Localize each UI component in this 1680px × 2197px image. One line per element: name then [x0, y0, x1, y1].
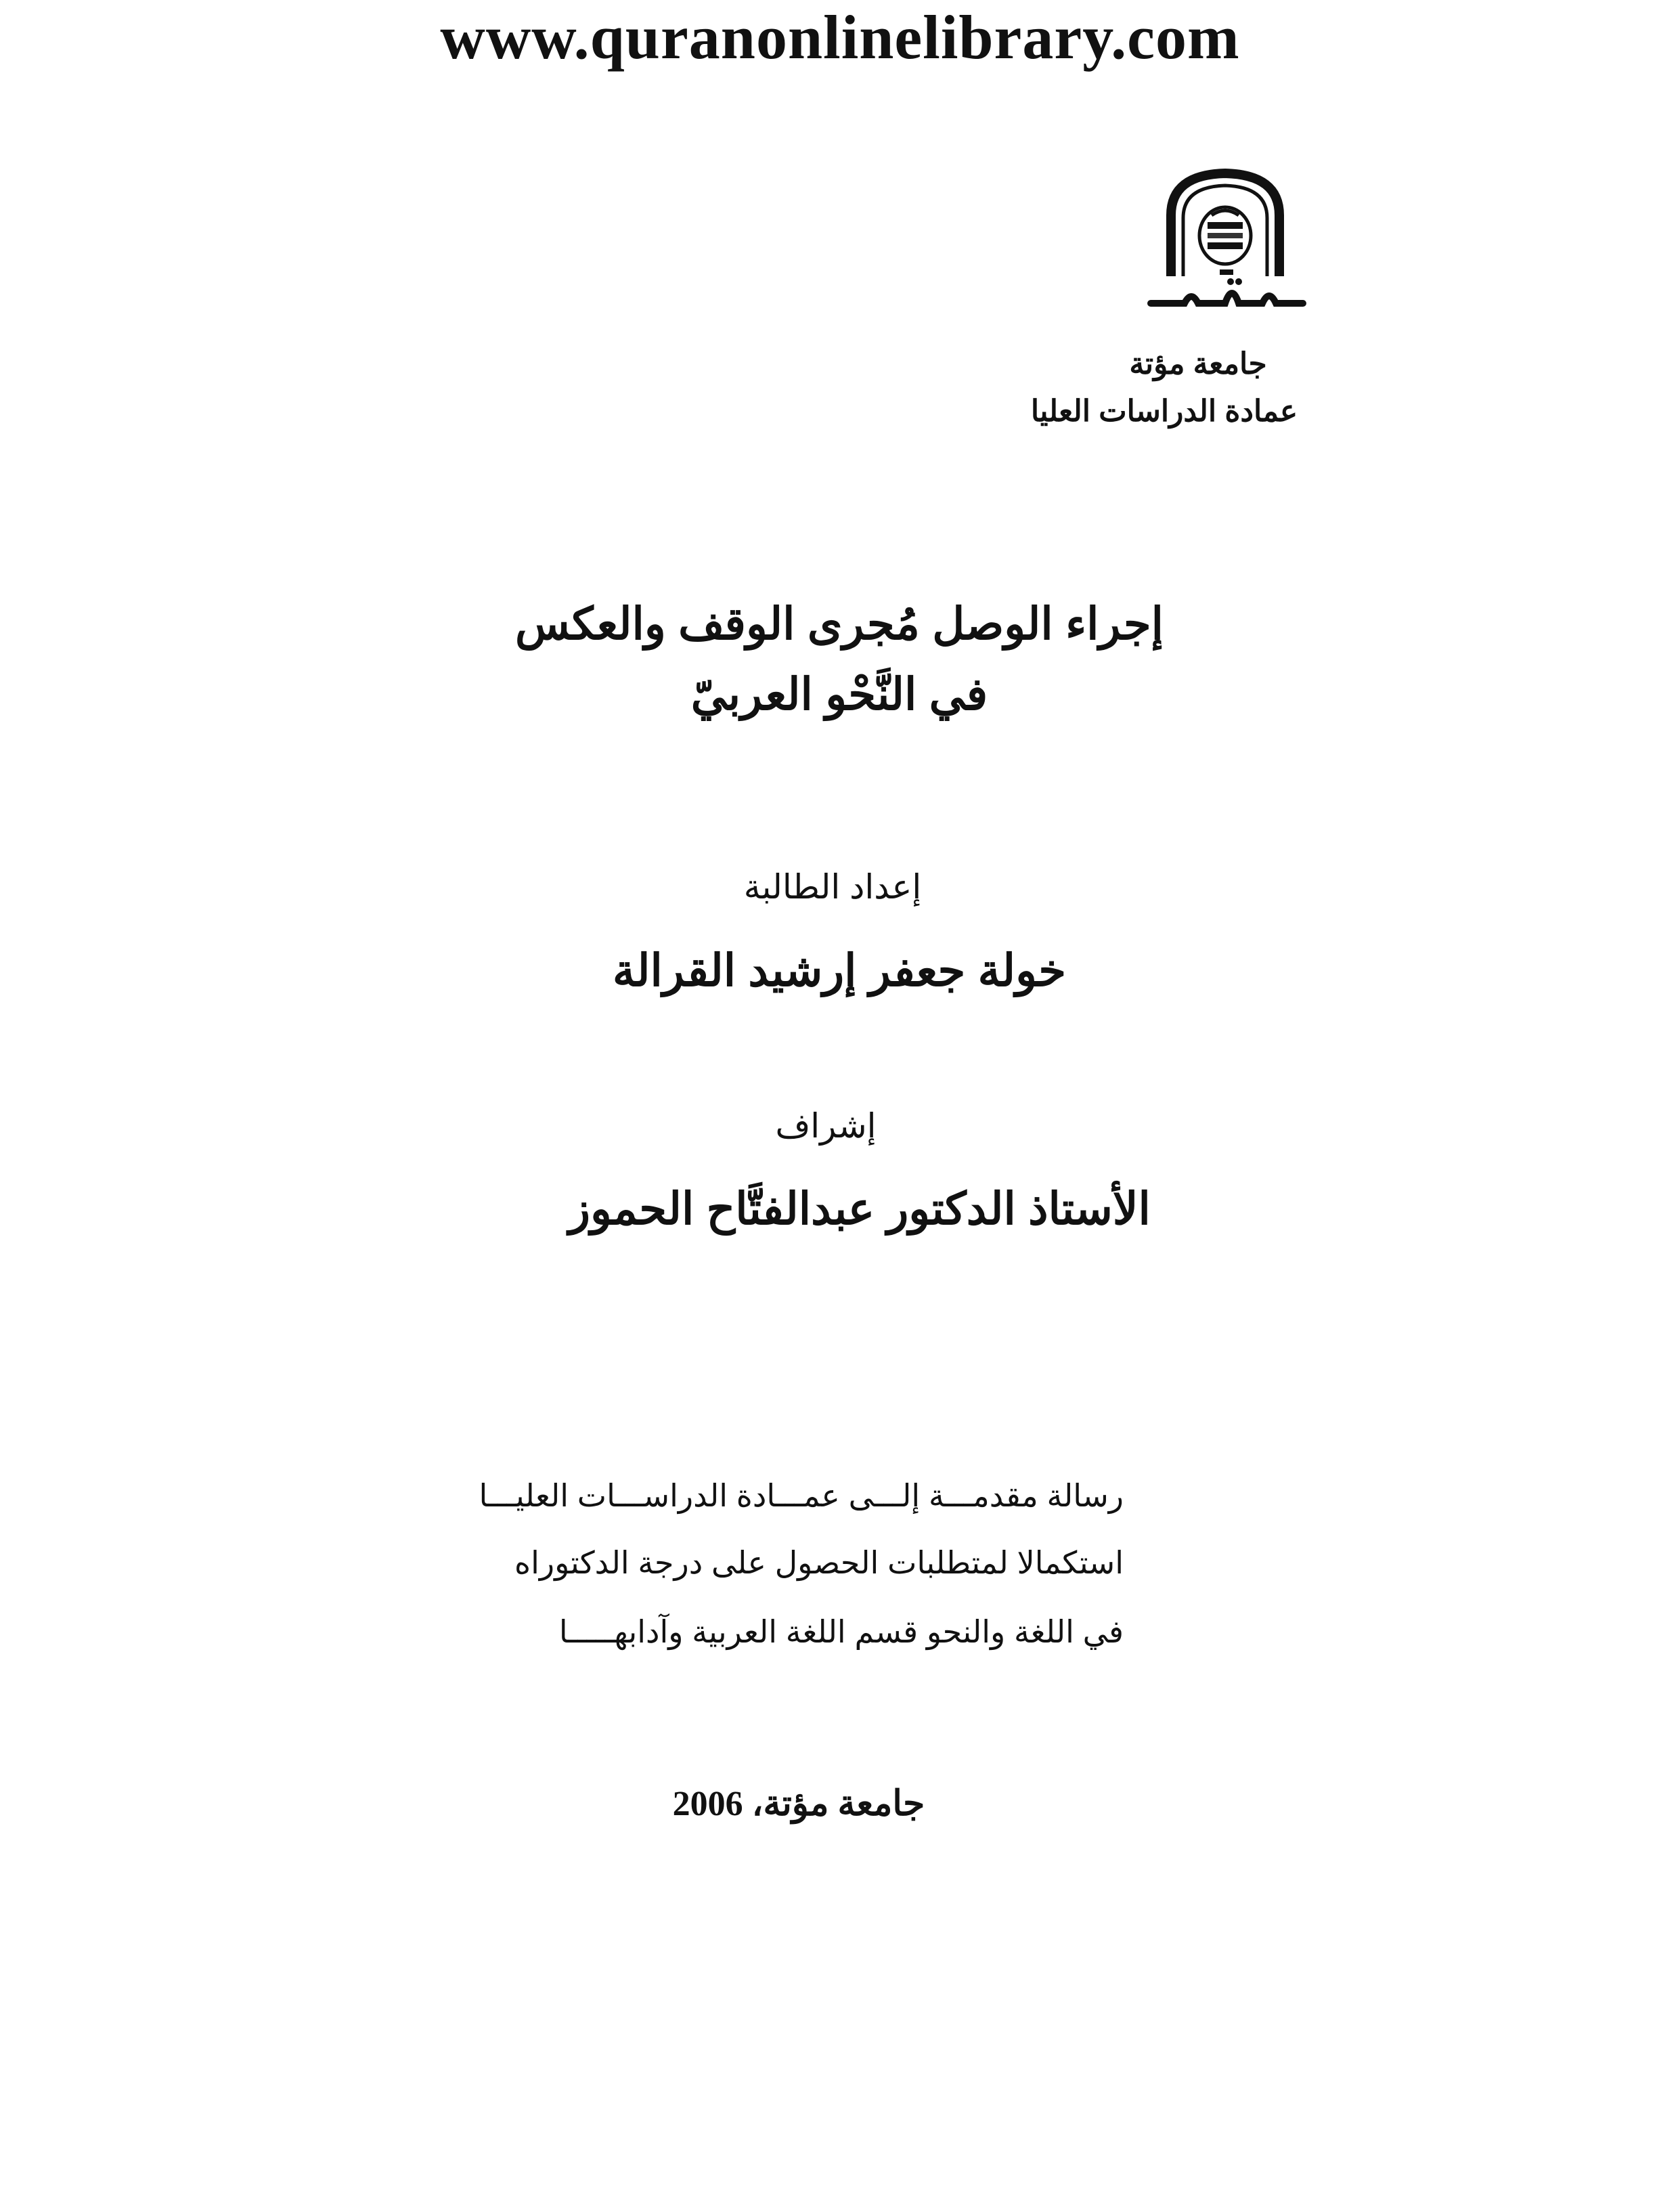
thesis-title-line-1: إجراء الوصل مُجرى الوقف والعكس — [514, 599, 1164, 649]
prepared-by-label: إعداد الطالبة — [743, 868, 922, 906]
submission-line-2: استكمالا لمتطلبات الحصول على درجة الدكتوراه — [514, 1545, 1124, 1580]
university-name: جامعة مؤتة — [1129, 347, 1267, 380]
submission-line-1: رسالة مقدمـــة إلـــى عمـــادة الدراســـات العليـــا — [479, 1478, 1124, 1513]
footer-place-year: جامعة مؤتة، 2006 — [672, 1785, 925, 1823]
university-seal-icon — [1144, 168, 1306, 317]
thesis-title-line-2: في النَّحْو العربيّ — [690, 669, 988, 719]
submission-line-3: في اللغة والنحو قسم اللغة العربية وآدابهـــــا — [558, 1614, 1124, 1649]
student-name: خولة جعفر إرشيد القرالة — [613, 945, 1066, 995]
supervisor-name: الأستاذ الدكتور عبدالفتَّاح الحموز — [569, 1183, 1151, 1234]
website-url: www.quranonlinelibrary.com — [440, 3, 1240, 72]
supervision-label: إشراف — [775, 1107, 877, 1145]
deanship-name: عمادة الدراسات العليا — [1030, 395, 1298, 428]
